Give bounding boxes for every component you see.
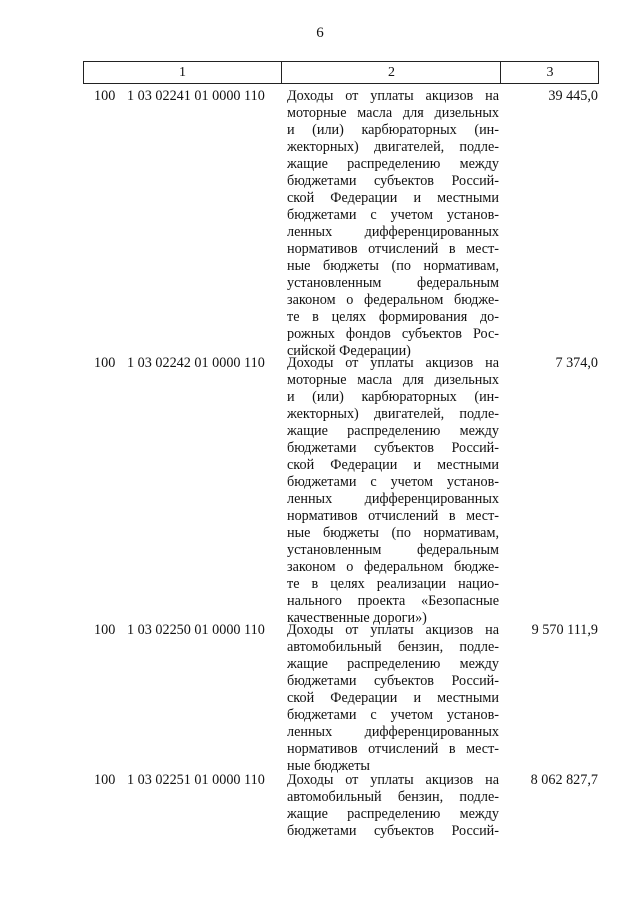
description-line: те в целях реализации нацио- <box>287 576 499 592</box>
description-line: законом о федеральном бюдже- <box>287 292 499 308</box>
description-line: жекторных) двигателей, подле- <box>287 139 499 155</box>
column-header-2: 2 <box>281 62 501 83</box>
description-line: и (или) карбюраторных (ин- <box>287 389 499 405</box>
budget-classification-code: 1 03 02250 01 0000 110 <box>127 622 265 638</box>
admin-code: 100 <box>94 772 116 788</box>
page-number: 6 <box>316 25 324 41</box>
description-line: бюджетами субъектов Россий- <box>287 173 499 189</box>
description-line: моторные масла для дизельных <box>287 372 499 388</box>
description-line: те в целях формирования до- <box>287 309 499 325</box>
description-line: законом о федеральном бюдже- <box>287 559 499 575</box>
description-line: моторные масла для дизельных <box>287 105 499 121</box>
description-line: нормативов отчислений в мест- <box>287 508 499 524</box>
description-line: и (или) карбюраторных (ин- <box>287 122 499 138</box>
description-line: Доходы от уплаты акцизов на <box>287 88 499 104</box>
description-line: ской Федерации и местными <box>287 457 499 473</box>
description-line: ленных дифференцированных <box>287 491 499 507</box>
description-line: Доходы от уплаты акцизов на <box>287 622 499 638</box>
description-line: рожных фондов субъектов Рос- <box>287 326 499 342</box>
description-line: жекторных) двигателей, подле- <box>287 406 499 422</box>
admin-code: 100 <box>94 88 116 104</box>
description-line: жащие распределению между <box>287 423 499 439</box>
description-line: установленным федеральным <box>287 275 499 291</box>
description-line: автомобильный бензин, подле- <box>287 789 499 805</box>
amount: 7 374,0 <box>555 355 598 371</box>
admin-code: 100 <box>94 622 116 638</box>
row-description <box>287 622 499 775</box>
amount: 39 445,0 <box>548 88 598 104</box>
description-line: ные бюджеты (по нормативам, <box>287 258 499 274</box>
description-line: бюджетами субъектов Россий- <box>287 673 499 689</box>
description-line: Доходы от уплаты акцизов на <box>287 772 499 788</box>
description-line: жащие распределению между <box>287 656 499 672</box>
description-line: ской Федерации и местными <box>287 190 499 206</box>
row-description <box>287 88 499 360</box>
description-line: бюджетами с учетом установ- <box>287 707 499 723</box>
description-line: бюджетами с учетом установ- <box>287 474 499 490</box>
column-header-3: 3 <box>500 62 599 83</box>
description-line: сийской Федерации) <box>287 343 411 359</box>
budget-classification-code: 1 03 02242 01 0000 110 <box>127 355 265 371</box>
description-line: установленным федеральным <box>287 542 499 558</box>
description-line: Доходы от уплаты акцизов на <box>287 355 499 371</box>
description-line: жащие распределению между <box>287 806 499 822</box>
budget-classification-code: 1 03 02241 01 0000 110 <box>127 88 265 104</box>
row-description <box>287 355 499 627</box>
description-line: нормативов отчислений в мест- <box>287 741 499 757</box>
table-column-header <box>83 61 599 84</box>
description-line: бюджетами с учетом установ- <box>287 207 499 223</box>
amount: 8 062 827,7 <box>530 772 598 788</box>
description-line: ные бюджеты <box>287 758 370 774</box>
description-line: качественные дороги») <box>287 610 427 626</box>
admin-code: 100 <box>94 355 116 371</box>
description-line: ные бюджеты (по нормативам, <box>287 525 499 541</box>
description-line: бюджетами субъектов Россий- <box>287 440 499 456</box>
description-line: ской Федерации и местными <box>287 690 499 706</box>
description-line: нального проекта «Безопасные <box>287 593 499 609</box>
description-line: жащие распределению между <box>287 156 499 172</box>
description-line: автомобильный бензин, подле- <box>287 639 499 655</box>
budget-classification-code: 1 03 02251 01 0000 110 <box>127 772 265 788</box>
description-line: ленных дифференцированных <box>287 724 499 740</box>
description-line: нормативов отчислений в мест- <box>287 241 499 257</box>
description-line: ленных дифференцированных <box>287 224 499 240</box>
description-line: бюджетами субъектов Россий- <box>287 823 499 839</box>
column-header-1: 1 <box>179 65 186 80</box>
row-description <box>287 772 499 840</box>
amount: 9 570 111,9 <box>531 622 598 638</box>
